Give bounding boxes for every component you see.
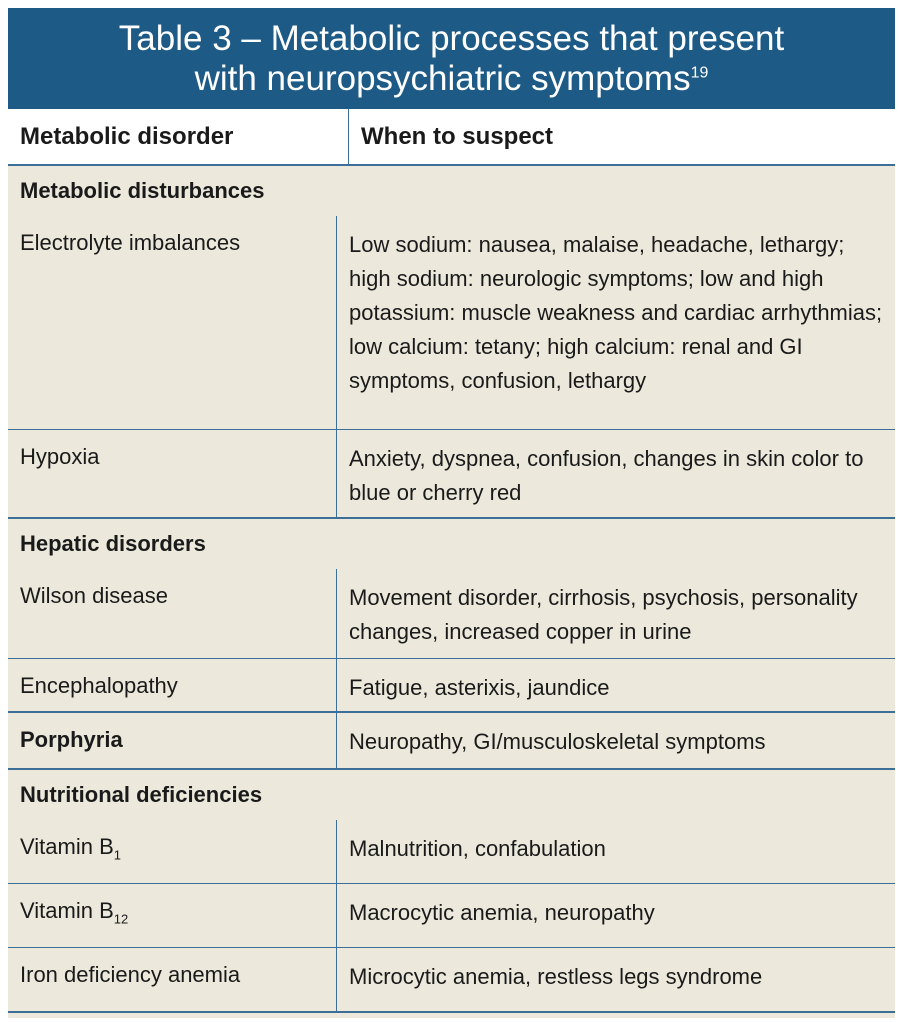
section-metabolic-disturbances: Metabolic disturbances [20,178,265,203]
disorder-cell: Hypoxia [8,430,337,517]
table-row-vitamin-b1 [8,820,895,884]
table-row-encephalopathy [8,659,895,713]
title-line-2-text: with neuropsychiatric symptoms [194,58,691,98]
table-row-vitamin-b12 [8,884,895,948]
title-line-1: Table 3 – Metabolic processes that present [118,18,785,58]
table-row-electrolyte [8,216,895,430]
disorder-cell: Wilson disease [8,569,337,658]
table-title [8,8,895,109]
disorder-cell [8,884,337,947]
table-row-iron-deficiency [8,948,895,1013]
header-when-to-suspect: When to suspect [361,122,554,150]
suspect-cell: Fatigue, asterixis, jaundice [349,675,610,700]
table-row-hypoxia [8,430,895,519]
disorder-text: Vitamin B [20,834,114,859]
section-nutritional-deficiencies: Nutritional deficiencies [20,782,263,807]
table-container [8,8,895,1018]
table-header-row [8,109,895,166]
suspect-cell: Neuropathy, GI/musculoskeletal symptoms [349,729,766,754]
disorder-cell: Porphyria [8,713,337,768]
table-row-porphyria [8,713,895,770]
title-reference: 19 [690,63,709,81]
disorder-text: Vitamin B [20,898,114,923]
suspect-cell: Macrocytic anemia, neuropathy [349,900,655,925]
suspect-cell: Anxiety, dyspnea, confusion, changes in skin color to blue or cherry red [349,446,864,505]
suspect-cell: Malnutrition, confabulation [349,836,606,861]
suspect-cell: Microcytic anemia, restless legs syndrome [349,964,763,989]
disorder-cell: Encephalopathy [8,659,337,711]
table-row-wilson [8,569,895,659]
disorder-subscript: 1 [113,847,121,863]
section-hepatic-disorders: Hepatic disorders [20,531,206,556]
header-metabolic-disorder: Metabolic disorder [8,109,349,164]
suspect-cell: Low sodium: nausea, malaise, headache, lethargy; high sodium: neurologic symptoms; low and high potassium: muscle weakness and cardiac arrhythmias; low calcium: tetany; high calcium: renal and GI symptoms, confusion, lethargy [349,232,883,393]
disorder-cell: Electrolyte imbalances [8,216,337,429]
title-line-2 [8,59,895,99]
disorder-cell [8,820,337,883]
suspect-cell: Movement disorder, cirrhosis, psychosis, personality changes, increased copper in urine [349,585,858,644]
disorder-subscript: 12 [113,911,129,927]
disorder-cell: Iron deficiency anemia [8,948,337,1011]
